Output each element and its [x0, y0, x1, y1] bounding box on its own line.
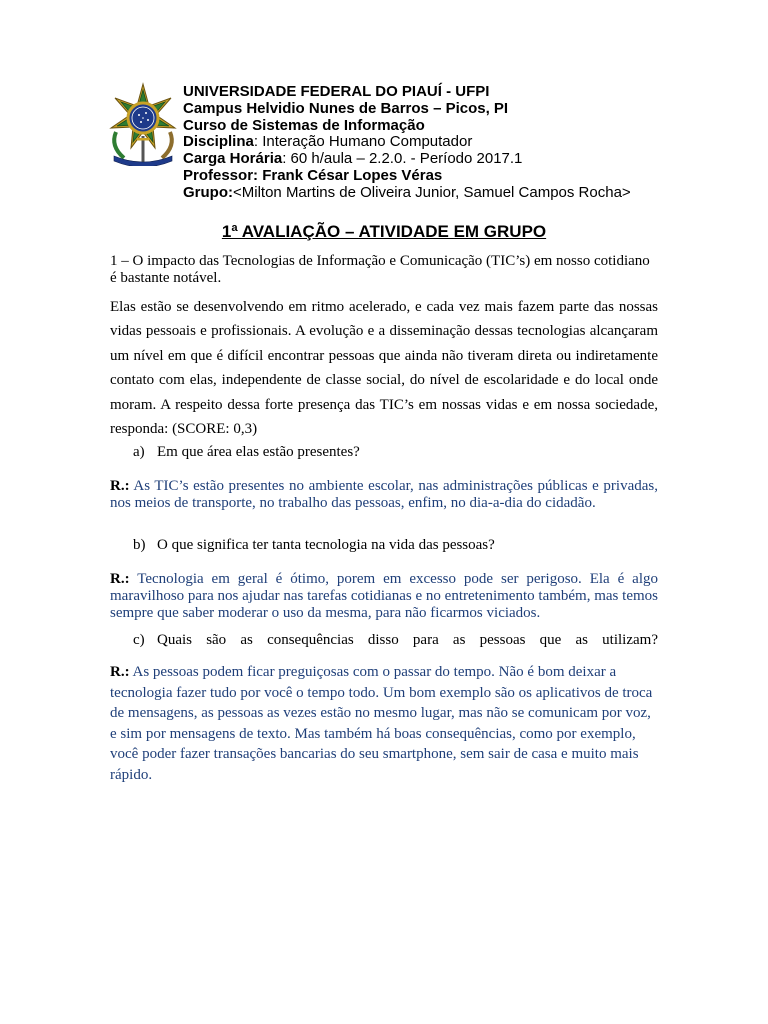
- brazil-coat-of-arms-icon: [106, 80, 180, 166]
- item-a-letter: a): [133, 444, 145, 460]
- item-b-answer-text: Tecnologia em geral é ótimo, porem em excesso pode ser perigoso. Ela é algo maravilhoso para nos ajudar nas tarefas cotidianas e no entretenimento também, mas temos sempre que saber moderar o uso da mesma, para não ficarmos viciados.: [110, 571, 658, 621]
- item-c-question: [133, 631, 658, 649]
- workload-value: : 60 h/aula – 2.2.0. - Período 2017.1: [282, 150, 523, 168]
- item-a-answer-text: As TIC’s estão presentes no ambiente escolar, nas administrações públicas e privadas, nos meios de transporte, no trabalho das pessoas, enfim, no dia-a-dia do cidadão.: [110, 478, 658, 511]
- workload-label: Carga Horária: [183, 150, 283, 168]
- discipline-label: Disciplina: [183, 133, 254, 151]
- question-1-statement: 1 – O impacto das Tecnologias de Informação e Comunicação (TIC’s) em nosso cotidiano é bastante notável.: [110, 253, 650, 286]
- item-c-answer: [110, 662, 658, 785]
- item-c-letter: c): [133, 632, 145, 648]
- header-text: [183, 84, 743, 202]
- university-name: UNIVERSIDADE FEDERAL DO PIAUÍ - UFPI: [183, 83, 490, 100]
- item-a-answer-label: R.:: [110, 478, 130, 494]
- question-1-intro: Elas estão se desenvolvendo em ritmo acelerado, e cada vez mais fazem parte das nossas vidas pessoais e profissionais. A evolução e a disseminação dessas tecnologias alcançaram um nível em que é difícil encontrar pessoas que ainda não tiveram direta ou indiretamente contato com elas, independente de classe social, do nível de escolaridade e do local onde moram. A respeito dessa forte presença das TIC’s em nossas vidas e em nossa sociedade, responda: (SCORE: 0,3): [110, 299, 658, 438]
- item-b-question: [133, 536, 658, 554]
- discipline-line: [183, 134, 743, 151]
- workload-line: [183, 151, 743, 168]
- item-b-answer: [110, 571, 658, 622]
- document-header: [106, 80, 726, 210]
- item-a-text: Em que área elas estão presentes?: [157, 444, 360, 460]
- professor-name: Professor: Frank César Lopes Véras: [183, 166, 443, 184]
- page-title: 1ª AVALIAÇÃO – ATIVIDADE EM GRUPO: [221, 222, 547, 241]
- item-a-answer: [110, 478, 658, 512]
- discipline-value: : Interação Humano Computador: [253, 133, 473, 151]
- item-b-letter: b): [133, 537, 146, 553]
- item-c-answer-text: As pessoas podem ficar preguiçosas com o passar do tempo. Não é bom deixar a tecnologia fazer tudo por você o tempo todo. Um bom exemplo são os aplicativos de troca de mensagens, as pessoas as vezes estão no mesmo lugar, mas não se comunicam por voz, e sim por mensagens de texto. Mas também há boas consequências, como por exemplo, você poder fazer transações bancarias do seu smartphone, sem sair de casa e muito mais rápido.: [110, 664, 653, 783]
- course-name: Curso de Sistemas de Informação: [183, 116, 425, 134]
- group-line: [183, 185, 743, 202]
- item-c-text: Quais são as consequências disso para as pessoas que as utilizam?: [157, 632, 658, 648]
- item-b-text: O que significa ter tanta tecnologia na vida das pessoas?: [157, 537, 495, 553]
- campus-name: Campus Helvidio Nunes de Barros – Picos, PI: [183, 99, 509, 117]
- item-b-answer-label: R.:: [110, 571, 130, 587]
- item-c-answer-label: R.:: [110, 664, 130, 680]
- group-value: <Milton Martins de Oliveira Junior, Samuel Campos Rocha>: [233, 183, 631, 201]
- item-a-question: [133, 443, 658, 461]
- group-label: Grupo:: [183, 183, 233, 201]
